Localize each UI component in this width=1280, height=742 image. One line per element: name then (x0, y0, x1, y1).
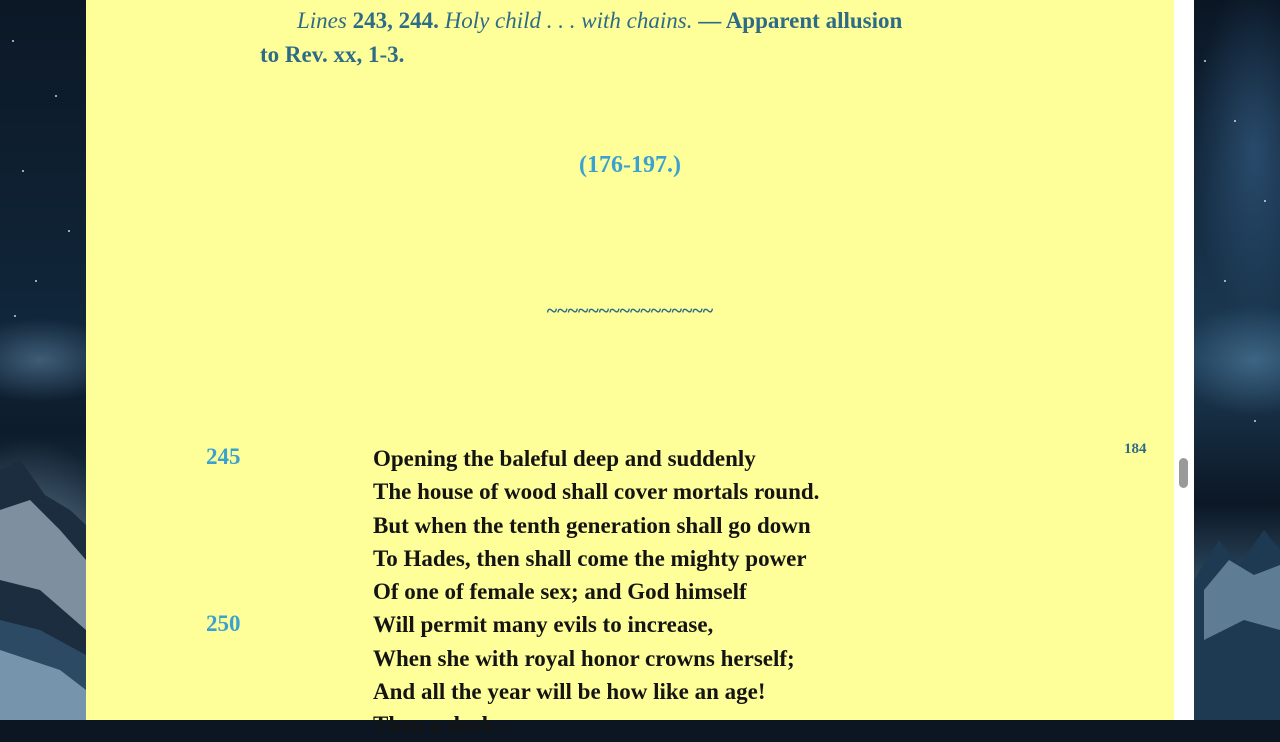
page-number: 184 (1124, 441, 1147, 457)
line-number: 250 (206, 611, 241, 636)
poem-text (373, 442, 819, 742)
poem-line: The house of wood shall cover mortals round. (373, 479, 820, 505)
poem-line: And all the year will be how like an age! (373, 679, 766, 705)
note-comment: — Apparent allusion (698, 8, 903, 33)
section-heading: (176-197.) (579, 152, 681, 178)
document-page (86, 0, 1174, 738)
poem-line: Will permit many evils to increase, (373, 612, 714, 638)
mountain-illustration (0, 390, 86, 720)
scrollbar-thumb[interactable] (1179, 458, 1188, 488)
separator: ~~~~~~~~~~~~~~~~ (546, 300, 714, 322)
poem-line: Of one of female sex; and God himself (373, 579, 747, 605)
poem-line: To Hades, then shall come the mighty power (373, 545, 807, 571)
line-number: 245 (206, 444, 241, 469)
poem-line: Then a dark ... (373, 712, 518, 738)
note-comment-continued: to Rev. xx, 1-3. (260, 42, 405, 67)
note-ref-numbers: 243, 244. (352, 8, 439, 33)
poem-line: When she with royal honor crowns herself; (373, 645, 795, 671)
poem-line: Opening the baleful deep and suddenly (373, 446, 756, 471)
note-quote: Holy child . . . with chains. (444, 8, 693, 33)
poem-line: But when the tenth generation shall go down (373, 512, 811, 538)
note-ref-label: Lines (297, 8, 347, 33)
background-left (0, 0, 86, 720)
mountain-illustration-right (1194, 390, 1280, 720)
background-right (1194, 0, 1280, 720)
scrollbar-track[interactable] (1174, 0, 1194, 720)
footnote (260, 4, 1020, 72)
